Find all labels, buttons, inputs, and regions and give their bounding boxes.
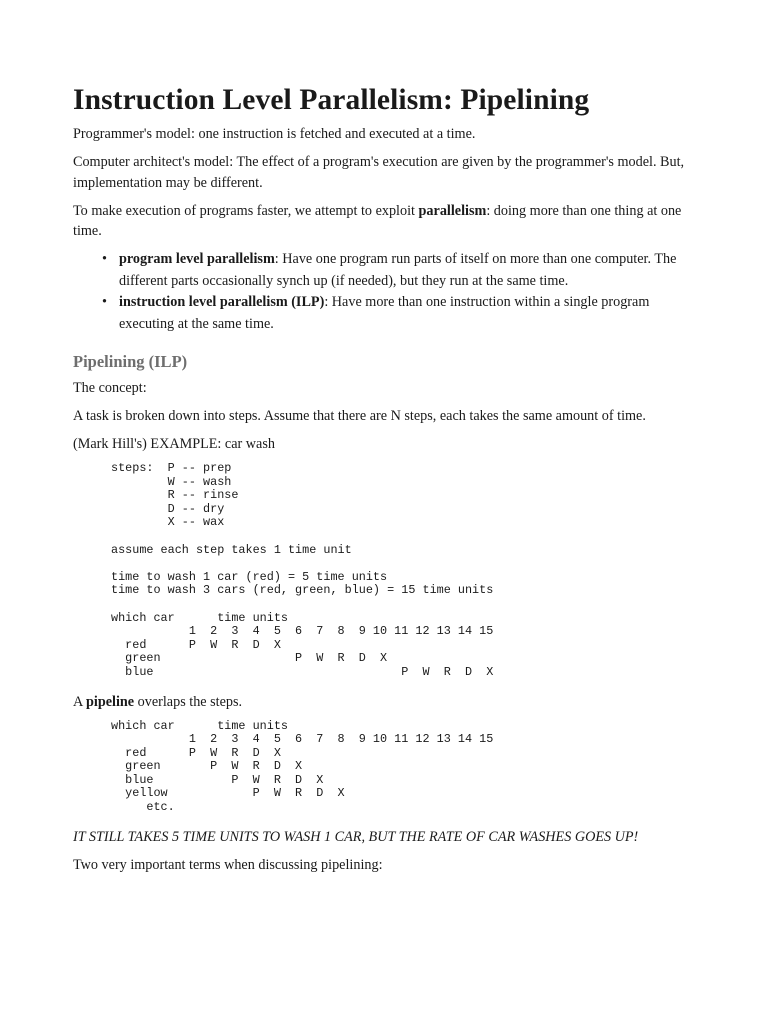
emphasis-statement: IT STILL TAKES 5 TIME UNITS TO WASH 1 CAR, BUT THE RATE OF CAR WASHES GOES UP! bbox=[73, 828, 639, 845]
term-instruction-level-parallelism: instruction level parallelism (ILP) bbox=[119, 294, 325, 310]
list-item-instruction-level bbox=[102, 292, 703, 335]
definition-instruction-level: : Have more than one instruction within a single program executing at the same time. bbox=[119, 294, 650, 332]
bullet-glyph: • bbox=[102, 294, 107, 310]
definition-program-level: : Have one program run parts of itself on more than one computer. The different parts occasionally synch up (if needed), but they run at the same time. bbox=[119, 251, 677, 289]
pipeline-term: pipeline bbox=[86, 693, 135, 710]
paragraph-car-wash-example: (Mark Hill's) EXAMPLE: car wash bbox=[73, 436, 275, 452]
paragraph-concept: The concept: bbox=[73, 380, 147, 396]
parallelism-term: parallelism bbox=[418, 202, 487, 219]
bullet-glyph: • bbox=[102, 251, 107, 267]
term-program-level-parallelism: program level parallelism bbox=[119, 251, 275, 267]
paragraph-important-terms: Two very important terms when discussing pipelining: bbox=[73, 856, 383, 873]
paragraph-parallelism bbox=[73, 201, 703, 242]
parallelism-types-list bbox=[73, 249, 703, 335]
code-block-car-wash-sequential: steps: P -- prep W -- wash R -- rinse D -- dry X -- wax assume each step takes 1 time unit time to wash 1 car (red) = 5 time units time to wash 3 cars (red, green, blue) = 15 time units which car time units 1 2 3 4 5 6 7 8 9 10 11 12 13 14 15 red P W R D X green P W R D X blue P W R D X bbox=[111, 461, 494, 679]
parallelism-text-before: To make execution of programs faster, we attempt to exploit bbox=[73, 202, 419, 219]
pipeline-text-before: A bbox=[73, 693, 87, 710]
page-title: Instruction Level Parallelism: Pipelining bbox=[73, 84, 590, 116]
document-page bbox=[73, 82, 703, 883]
section-heading-pipelining: Pipelining (ILP) bbox=[73, 352, 188, 371]
paragraph-architects-model: Computer architect's model: The effect of a program's execution are given by the programmer's model. But, implementation may be different. bbox=[73, 154, 685, 191]
pipeline-text-after: overlaps the steps. bbox=[134, 693, 243, 710]
paragraph-task-steps: A task is broken down into steps. Assume that there are N steps, each takes the same amount of time. bbox=[73, 408, 646, 424]
list-item-program-level bbox=[102, 249, 703, 292]
code-block-car-wash-pipelined: which car time units 1 2 3 4 5 6 7 8 9 10 11 12 13 14 15 red P W R D X green P W R D X blue P W R D X yellow P W R D X etc. bbox=[111, 718, 494, 815]
parallelism-text-after: : doing more than one thing at one time. bbox=[73, 202, 682, 239]
paragraph-pipeline bbox=[73, 692, 703, 713]
paragraph-programmers-model: Programmer's model: one instruction is fetched and executed at a time. bbox=[73, 126, 476, 142]
